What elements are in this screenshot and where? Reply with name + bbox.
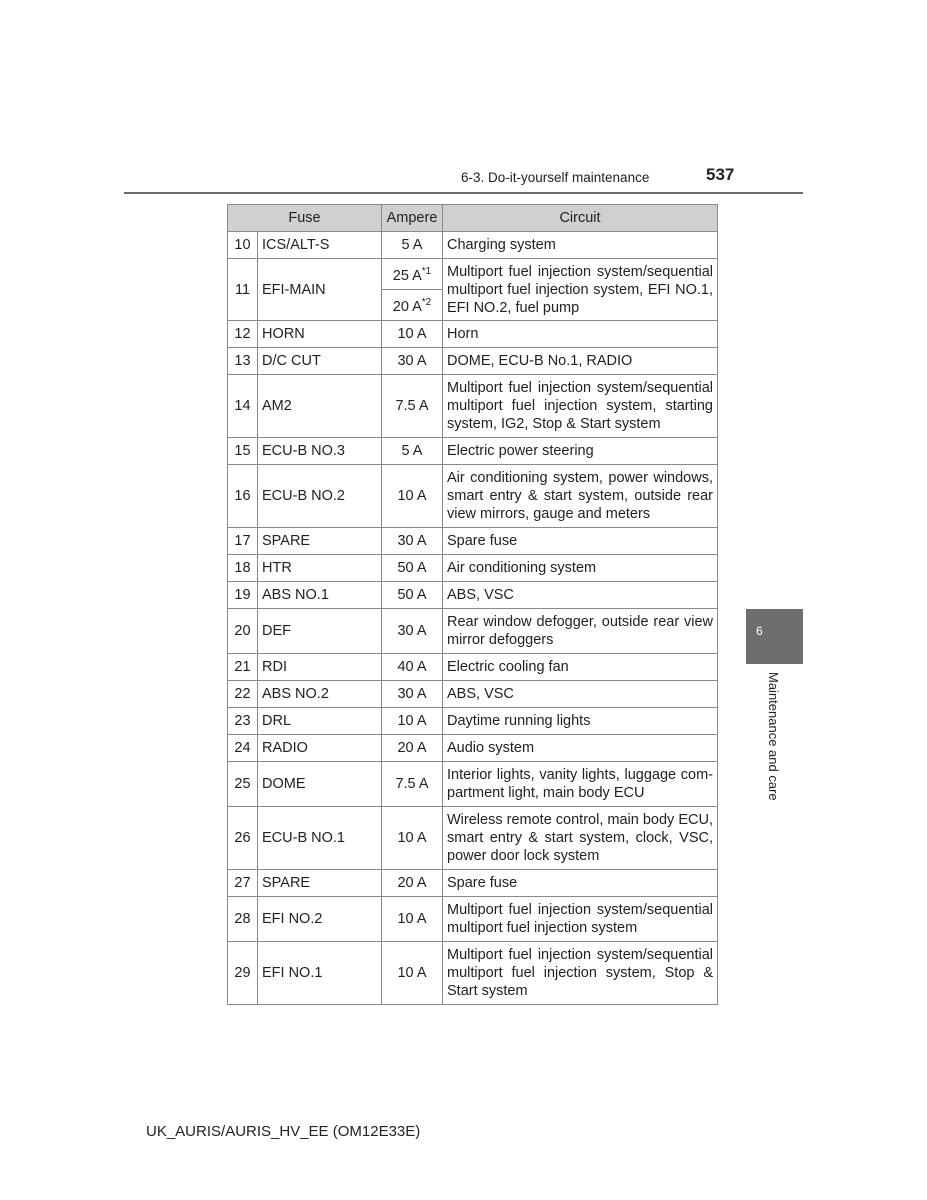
fuse-ampere: 20 A xyxy=(382,735,443,762)
fuse-name: ABS NO.1 xyxy=(258,582,382,609)
fuse-name: DEF xyxy=(258,609,382,654)
fuse-number: 13 xyxy=(228,348,258,375)
table-row xyxy=(228,582,718,609)
fuse-circuit: Horn xyxy=(443,321,718,348)
fuse-ampere: 30 A xyxy=(382,528,443,555)
fuse-name: EFI NO.1 xyxy=(258,942,382,1005)
fuse-circuit: Air conditioning system xyxy=(443,555,718,582)
fuse-number: 23 xyxy=(228,708,258,735)
fuse-circuit: ABS, VSC xyxy=(443,582,718,609)
table-row xyxy=(228,708,718,735)
fuse-circuit: Multiport fuel injection system/sequential multiport fuel injection system, starting system, IG2, Stop & Start system xyxy=(443,375,718,438)
fuse-name: ECU-B NO.2 xyxy=(258,465,382,528)
table-row xyxy=(228,555,718,582)
fuse-circuit: Multiport fuel injection system/sequential multiport fuel injection system, Stop & Start system xyxy=(443,942,718,1005)
fuse-number: 18 xyxy=(228,555,258,582)
footnote-marker: *2 xyxy=(421,297,432,308)
fuse-number: 17 xyxy=(228,528,258,555)
fuse-name: DOME xyxy=(258,762,382,807)
fuse-number: 21 xyxy=(228,654,258,681)
table-header-row xyxy=(228,205,718,232)
table-row xyxy=(228,609,718,654)
fuse-circuit: Interior lights, vanity lights, luggage com-partment light, main body ECU xyxy=(443,762,718,807)
fuse-ampere: 20 A xyxy=(382,870,443,897)
column-header-fuse: Fuse xyxy=(228,205,382,232)
fuse-circuit: Spare fuse xyxy=(443,870,718,897)
fuse-name: SPARE xyxy=(258,528,382,555)
table-row xyxy=(228,735,718,762)
fuse-ampere: 30 A xyxy=(382,609,443,654)
fuse-table xyxy=(227,204,718,1005)
fuse-ampere: 10 A xyxy=(382,897,443,942)
fuse-ampere: 10 A xyxy=(382,465,443,528)
table-row xyxy=(228,654,718,681)
table-row xyxy=(228,762,718,807)
table-row xyxy=(228,321,718,348)
table-row xyxy=(228,375,718,438)
header-divider xyxy=(124,192,803,194)
fuse-circuit: ABS, VSC xyxy=(443,681,718,708)
fuse-name: HORN xyxy=(258,321,382,348)
table-row xyxy=(228,465,718,528)
fuse-circuit: Spare fuse xyxy=(443,528,718,555)
fuse-ampere: 10 A xyxy=(382,708,443,735)
ampere-value: 20 A xyxy=(392,299,422,315)
column-header-circuit: Circuit xyxy=(443,205,718,232)
fuse-name: RADIO xyxy=(258,735,382,762)
table-row xyxy=(228,897,718,942)
fuse-number: 12 xyxy=(228,321,258,348)
fuse-circuit: Wireless remote control, main body ECU, smart entry & start system, clock, VSC, power door lock system xyxy=(443,807,718,870)
table-row xyxy=(228,681,718,708)
fuse-circuit: Daytime running lights xyxy=(443,708,718,735)
fuse-circuit: Multiport fuel injection system/sequential multiport fuel injection system xyxy=(443,897,718,942)
fuse-circuit: DOME, ECU-B No.1, RADIO xyxy=(443,348,718,375)
fuse-ampere: 50 A xyxy=(382,555,443,582)
fuse-ampere: 30 A xyxy=(382,348,443,375)
table-row xyxy=(228,348,718,375)
fuse-ampere: 7.5 A xyxy=(382,375,443,438)
chapter-label: Maintenance and care xyxy=(766,672,781,801)
fuse-circuit: Air conditioning system, power windows, smart entry & start system, outside rear view mirrors, gauge and meters xyxy=(443,465,718,528)
fuse-ampere xyxy=(382,259,443,290)
fuse-ampere: 30 A xyxy=(382,681,443,708)
table-row xyxy=(228,259,718,290)
ampere-value: 25 A xyxy=(392,268,422,284)
table-row xyxy=(228,232,718,259)
fuse-circuit: Multiport fuel injection system/sequential multiport fuel injection system, EFI NO.1, EFI NO.2, fuel pump xyxy=(443,259,718,321)
chapter-number: 6 xyxy=(756,624,763,638)
fuse-ampere: 5 A xyxy=(382,438,443,465)
header-section-title: 6-3. Do-it-yourself maintenance xyxy=(461,170,650,185)
fuse-circuit: Charging system xyxy=(443,232,718,259)
footer-document-code: UK_AURIS/AURIS_HV_EE (OM12E33E) xyxy=(146,1123,421,1140)
table-row xyxy=(228,528,718,555)
fuse-number: 25 xyxy=(228,762,258,807)
fuse-number: 10 xyxy=(228,232,258,259)
table-row xyxy=(228,870,718,897)
fuse-ampere: 5 A xyxy=(382,232,443,259)
fuse-name: D/C CUT xyxy=(258,348,382,375)
fuse-ampere: 10 A xyxy=(382,321,443,348)
fuse-number: 15 xyxy=(228,438,258,465)
fuse-name: EFI NO.2 xyxy=(258,897,382,942)
column-header-ampere: Ampere xyxy=(382,205,443,232)
fuse-ampere xyxy=(382,290,443,321)
fuse-number: 28 xyxy=(228,897,258,942)
fuse-number: 22 xyxy=(228,681,258,708)
table-row xyxy=(228,438,718,465)
fuse-number: 24 xyxy=(228,735,258,762)
fuse-number: 26 xyxy=(228,807,258,870)
fuse-ampere: 10 A xyxy=(382,942,443,1005)
table-row xyxy=(228,807,718,870)
fuse-name: ICS/ALT-S xyxy=(258,232,382,259)
fuse-number: 20 xyxy=(228,609,258,654)
table-row xyxy=(228,942,718,1005)
footnote-marker: *1 xyxy=(421,266,432,277)
fuse-circuit: Audio system xyxy=(443,735,718,762)
fuse-circuit: Electric cooling fan xyxy=(443,654,718,681)
fuse-number: 14 xyxy=(228,375,258,438)
fuse-name: HTR xyxy=(258,555,382,582)
fuse-name: SPARE xyxy=(258,870,382,897)
fuse-circuit: Rear window defogger, outside rear view mirror defoggers xyxy=(443,609,718,654)
fuse-name: ECU-B NO.1 xyxy=(258,807,382,870)
chapter-tab xyxy=(746,609,803,664)
fuse-ampere: 40 A xyxy=(382,654,443,681)
fuse-number: 29 xyxy=(228,942,258,1005)
fuse-number: 19 xyxy=(228,582,258,609)
fuse-circuit: Electric power steering xyxy=(443,438,718,465)
fuse-number: 27 xyxy=(228,870,258,897)
fuse-ampere: 7.5 A xyxy=(382,762,443,807)
page-number: 537 xyxy=(706,165,735,184)
fuse-name: EFI-MAIN xyxy=(258,259,382,321)
fuse-name: ECU-B NO.3 xyxy=(258,438,382,465)
fuse-number: 11 xyxy=(228,259,258,321)
fuse-ampere: 50 A xyxy=(382,582,443,609)
fuse-name: ABS NO.2 xyxy=(258,681,382,708)
fuse-name: DRL xyxy=(258,708,382,735)
fuse-number: 16 xyxy=(228,465,258,528)
fuse-name: AM2 xyxy=(258,375,382,438)
fuse-ampere: 10 A xyxy=(382,807,443,870)
fuse-name: RDI xyxy=(258,654,382,681)
